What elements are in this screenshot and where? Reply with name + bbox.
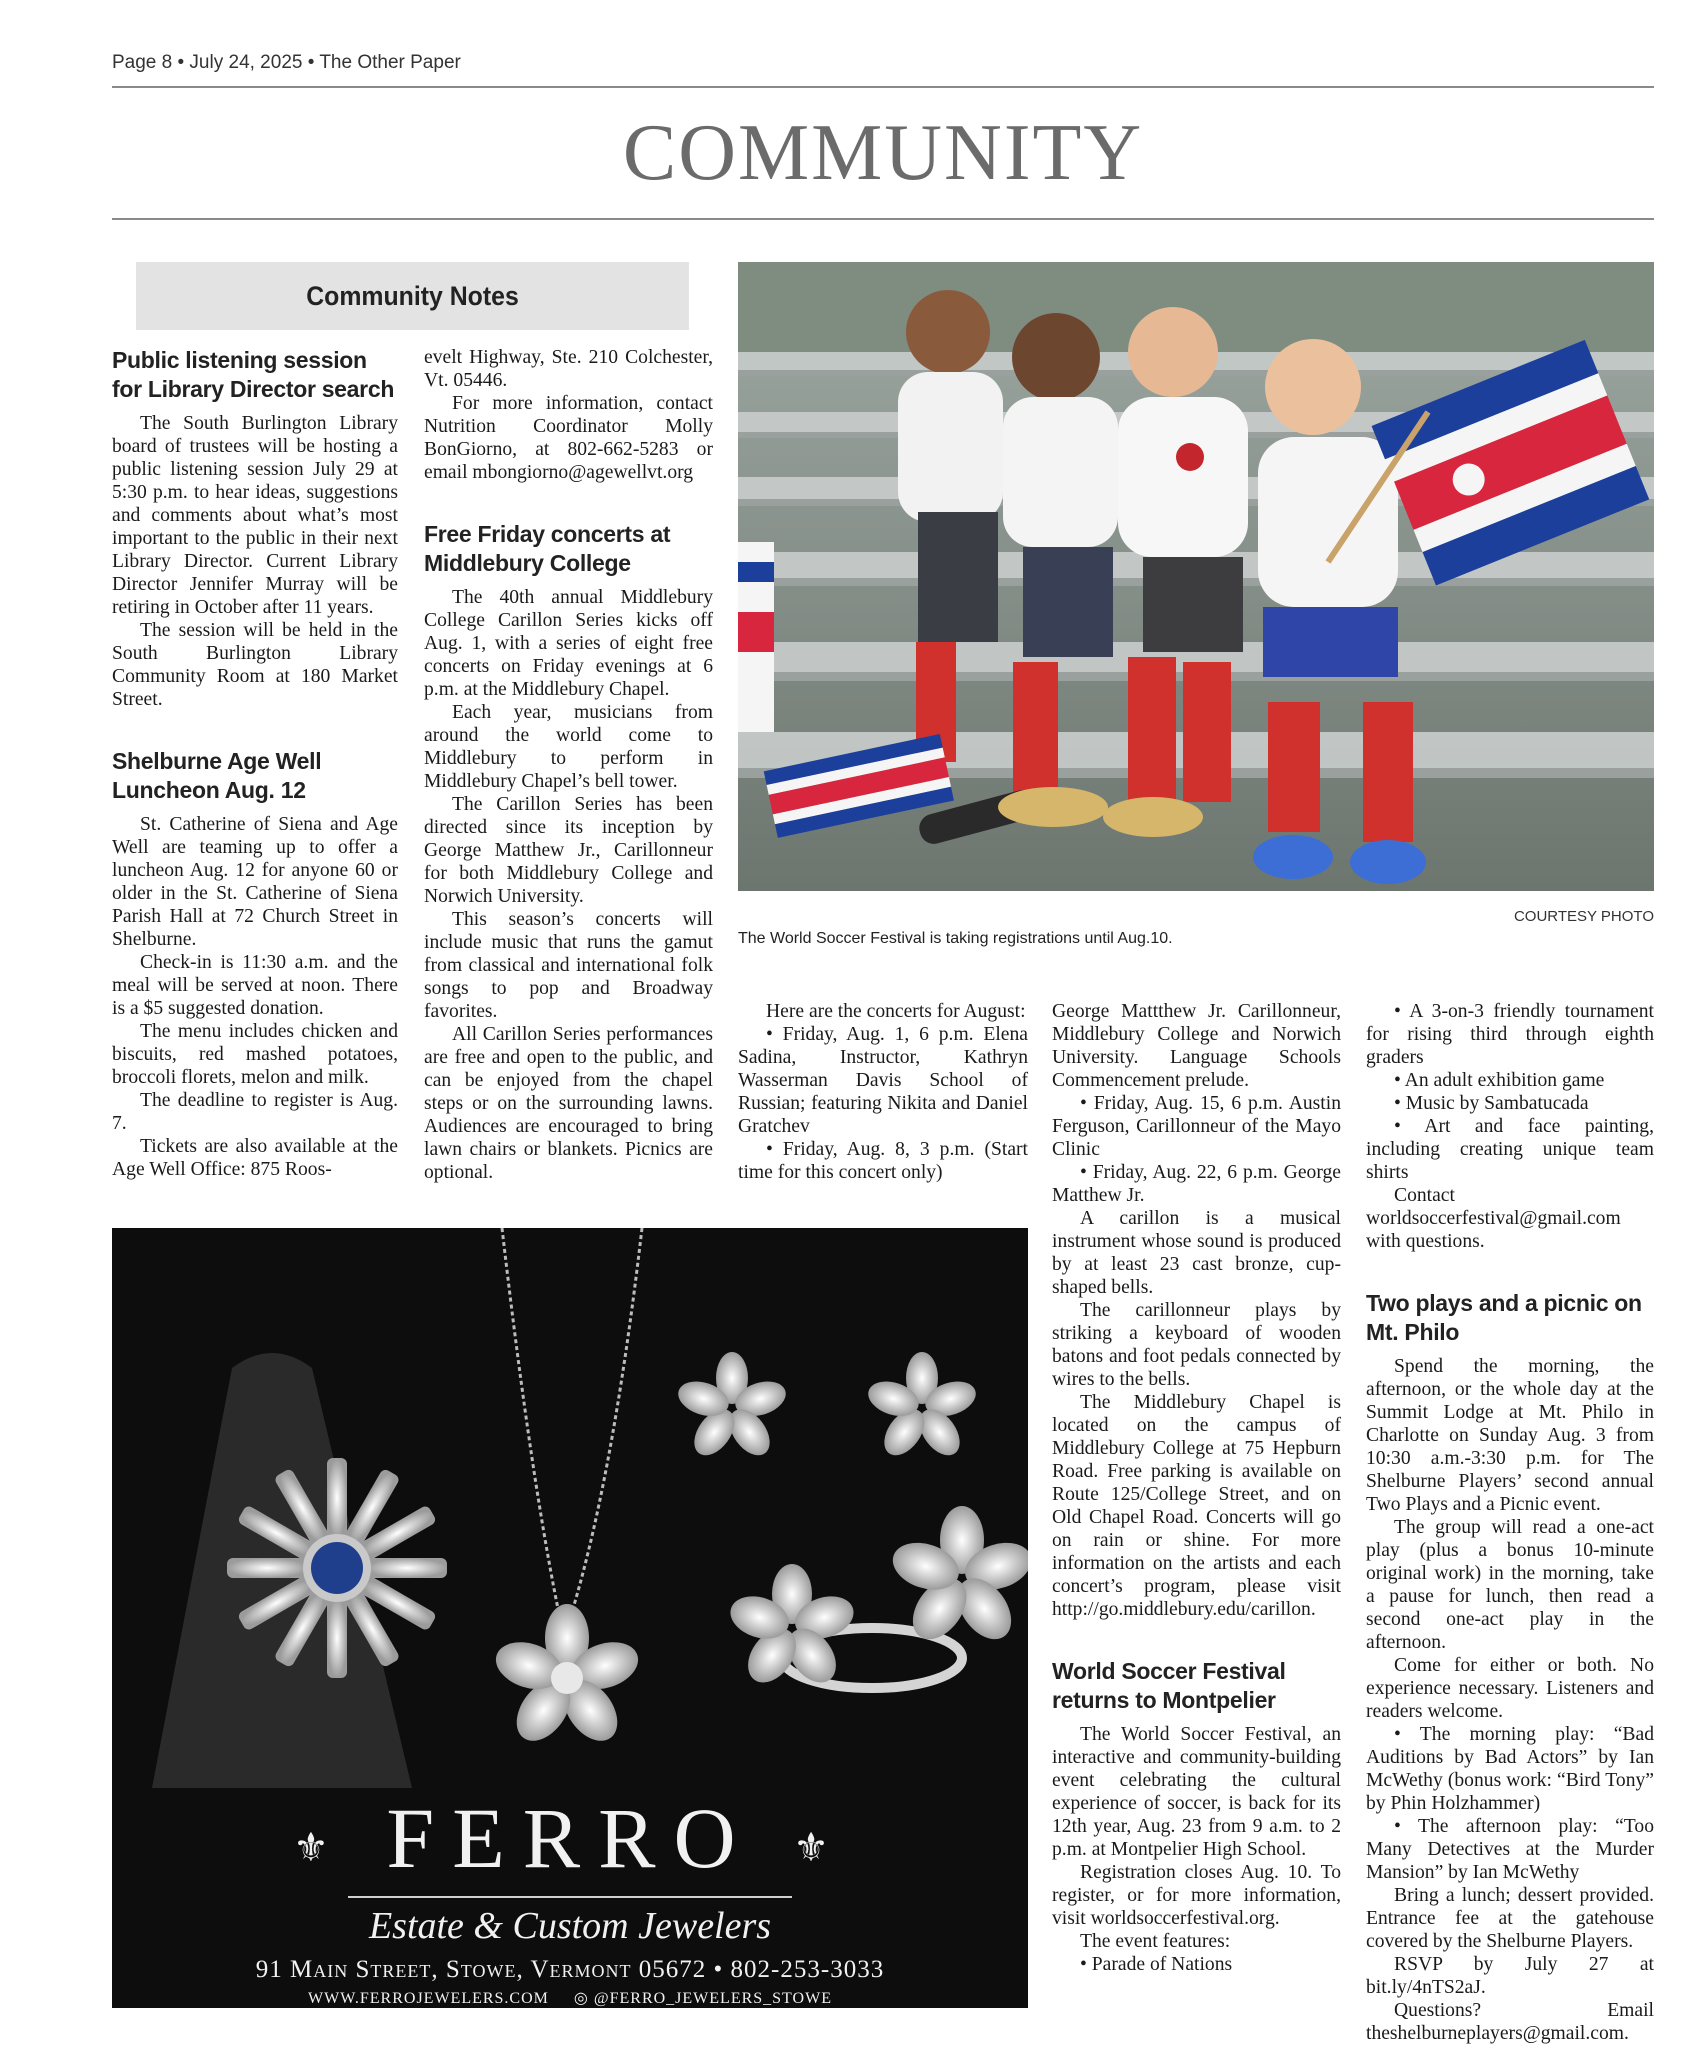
plays-headline: Two plays and a picnic on Mt. Philo [1366, 1290, 1642, 1345]
column-1 [112, 346, 398, 1181]
plays-p4: Bring a lunch; dessert provided. Entrance fee at the gatehouse covered by the Shelburne Players. [1366, 1885, 1654, 1952]
concerts-p5: All Carillon Series performances are free and open to the public, and can be enjoyed from the chapel steps or on the surrounding lawns. Audiences are encouraged to bring lawn chairs or blankets. Picnics are optional. [424, 1024, 713, 1183]
column-5 [1366, 1000, 1654, 2045]
jewelry-illustration [112, 1228, 1028, 1788]
concerts-p2: Each year, musicians from around the world come to Middlebury to perform in Middlebury Chapel’s bell tower. [424, 702, 713, 792]
ad-divider [348, 1896, 792, 1898]
agewell-p4: The deadline to register is Aug. 7. [112, 1090, 398, 1134]
agewell-p1: St. Catherine of Siena and Age Well are teaming up to offer a luncheon Aug. 12 for anyone 60 or older in the St. Catherine of Siena Parish Hall at 72 Church Street in Shelburne. [112, 814, 398, 950]
concerts-p1: The 40th annual Middlebury College Carillon Series kicks off Aug. 1, with a series of eight free concerts on Friday evenings at 6 p.m. at the Middlebury Chapel. [424, 587, 713, 700]
agewell-p7: For more information, contact Nutrition Coordinator Molly BonGiorno, at 802-662-5283 or email mbongiorno@agewellvt.org [424, 393, 713, 483]
section-title: COMMUNITY [622, 109, 1144, 197]
library-p1: The South Burlington Library board of trustees will be hosting a public listening session July 29 at 5:30 p.m. to hear ideas, suggestions and comments about what’s most important to the public in their next Library Director. Current Library Director Jennifer Murray will be retiring in October after 11 years. [112, 413, 398, 618]
concerts-p8: The carillonneur plays by striking a keyboard of wooden batons and foot pedals connected by wires to the bells. [1052, 1300, 1341, 1390]
column-2 [424, 346, 713, 1184]
library-p2: The session will be held in the South Burlington Library Community Room at 180 Market Street. [112, 620, 398, 710]
agewell-p3: The menu includes chicken and biscuits, red mashed potatoes, broccoli florets, melon and milk. [112, 1021, 398, 1088]
soccer-p4: Contact worldsoccerfestival@gmail.com with questions. [1366, 1185, 1621, 1252]
ad-brand [112, 1788, 1028, 1888]
soccer-p3: The event features: [1080, 1931, 1231, 1952]
plays-p3: Come for either or both. No experience necessary. Listeners and readers welcome. [1366, 1655, 1654, 1722]
concerts-p9: The Middlebury Chapel is located on the campus of Middlebury College at 75 Hepburn Road. Free parking is available on Route 125/College Street, and on Old Chapel Road. Concerts will go on rain or shine. For more information on the artists and each concert’s program, please visit http://go.middlebury.edu/carillon. [1052, 1392, 1341, 1620]
soccer-photo [738, 262, 1654, 891]
concerts-b4: • Friday, Aug. 22, 6 p.m. George Matthew Jr. [1052, 1162, 1341, 1206]
concerts-b2b: George Mattthew Jr. Carillonneur, Middlebury College and Norwich University. Language Schools Commencement prelude. [1052, 1001, 1341, 1091]
plays-p6: Questions? Email theshelburneplayers@gmail.com. [1366, 2000, 1654, 2044]
agewell-headline: Shelburne Age Well Luncheon Aug. 12 [112, 748, 322, 803]
community-notes-header: Community Notes [136, 262, 689, 330]
soccer-b4: • Music by Sambatucada [1394, 1093, 1589, 1114]
concerts-b1: • Friday, Aug. 1, 6 p.m. Elena Sadina, Instructor, Kathryn Wasserman Davis School of Russian; featuring Nikita and Daniel Gratchev [738, 1024, 1028, 1137]
fleur-icon: ⚜ [793, 1824, 847, 1870]
ad-tagline: Estate & Custom Jewelers [368, 1905, 772, 1947]
plays-p1: Spend the morning, the afternoon, or the whole day at the Summit Lodge at Mt. Philo in Charlotte on Sunday Aug. 3 from 10:30 a.m.-3:30 p.m. for The Shelburne Players’ second annual Two Plays and a Picnic event. [1366, 1356, 1654, 1515]
soccer-b5: • Art and face painting, including creating unique team shirts [1366, 1116, 1654, 1183]
agewell-p2: Check-in is 11:30 a.m. and the meal will be served at noon. There is a $5 suggested donation. [112, 952, 398, 1019]
ad-address: 91 Main Street, Stowe, Vermont 05672 • 802-253-3033 [255, 1956, 885, 1983]
plays-p5: RSVP by July 27 at bit.ly/4nTS2aJ. [1366, 1954, 1654, 1998]
photo-credit: COURTESY PHOTO [1513, 908, 1654, 925]
concerts-p7: A carillon is a musical instrument whose sound is produced by at least 23 cast bronze, cup-shaped bells. [1052, 1208, 1341, 1298]
concerts-p4: This season’s concerts will include music that runs the gamut from classical and international folk songs to pop and Broadway favorites. [424, 909, 713, 1022]
soccer-headline: World Soccer Festival returns to Montpelier [1052, 1658, 1286, 1713]
soccer-p1: The World Soccer Festival, an interactive and community-building event celebrating the cultural experience of soccer, is back for its 12th year, Aug. 23 from 9 a.m. to 2 p.m. at Montpelier High School. [1052, 1724, 1341, 1860]
plays-p2: The group will read a one-act play (plus a bonus 10-minute original work) in the morning, take a pause for lunch, then read a second one-act play in the afternoon. [1366, 1517, 1654, 1653]
column-3 [738, 1000, 1028, 1184]
soccer-b3: • An adult exhibition game [1394, 1070, 1605, 1091]
plays-b2: • The afternoon play: “Too Many Detectives at the Murder Mansion” by Ian McWethy [1366, 1816, 1654, 1883]
header-rule [112, 86, 1654, 88]
concerts-headline: Free Friday concerts at Middlebury College [424, 521, 671, 576]
ad-brand-name: FERRO [386, 1790, 754, 1886]
ad-website[interactable]: WWW.FERROJEWELERS.COM [308, 1990, 549, 2007]
fleur-icon: ⚜ [293, 1824, 347, 1870]
concerts-p3: The Carillon Series has been directed since its inception by George Matthew Jr., Carillonneur for both Middlebury College and Norwich University. [424, 794, 713, 907]
instagram-icon: ◎ [573, 1990, 589, 2007]
plays-b1: • The morning play: “Bad Auditions by Bad Actors” by Ian McWethy (bonus work: “Bird Tony” by Phin Holzhammer) [1366, 1724, 1654, 1814]
ad-links [112, 1988, 1028, 2008]
column-4 [1052, 1000, 1341, 1976]
soccer-b2: • A 3-on-3 friendly tournament for rising third through eighth graders [1366, 1001, 1654, 1068]
soccer-b1: • Parade of Nations [1080, 1954, 1233, 1975]
section-rule [112, 218, 1654, 220]
ferro-jewelers-ad [112, 1228, 1028, 2008]
concerts-b2: • Friday, Aug. 8, 3 p.m. (Start time for this concert only) [738, 1139, 1028, 1183]
agewell-p5: Tickets are also available at the Age Well Office: 875 Roos- [112, 1136, 398, 1180]
page-folio: Page 8 • July 24, 2025 • The Other Paper [112, 52, 461, 73]
concerts-p6: Here are the concerts for August: [766, 1001, 1026, 1022]
agewell-p6: evelt Highway, Ste. 210 Colchester, Vt. 05446. [424, 347, 713, 391]
concerts-b3: • Friday, Aug. 15, 6 p.m. Austin Ferguson, Carillonneur of the Mayo Clinic [1052, 1093, 1341, 1160]
soccer-kids-photo [738, 262, 1654, 891]
library-headline: Public listening session for Library Director search [112, 347, 395, 402]
photo-caption: The World Soccer Festival is taking registrations until Aug.10. [738, 930, 1173, 947]
ad-instagram[interactable]: @FERRO_JEWELERS_STOWE [593, 1990, 832, 2007]
soccer-p2: Registration closes Aug. 10. To register, or for more information, visit worldsoccerfestival.org. [1052, 1862, 1341, 1929]
